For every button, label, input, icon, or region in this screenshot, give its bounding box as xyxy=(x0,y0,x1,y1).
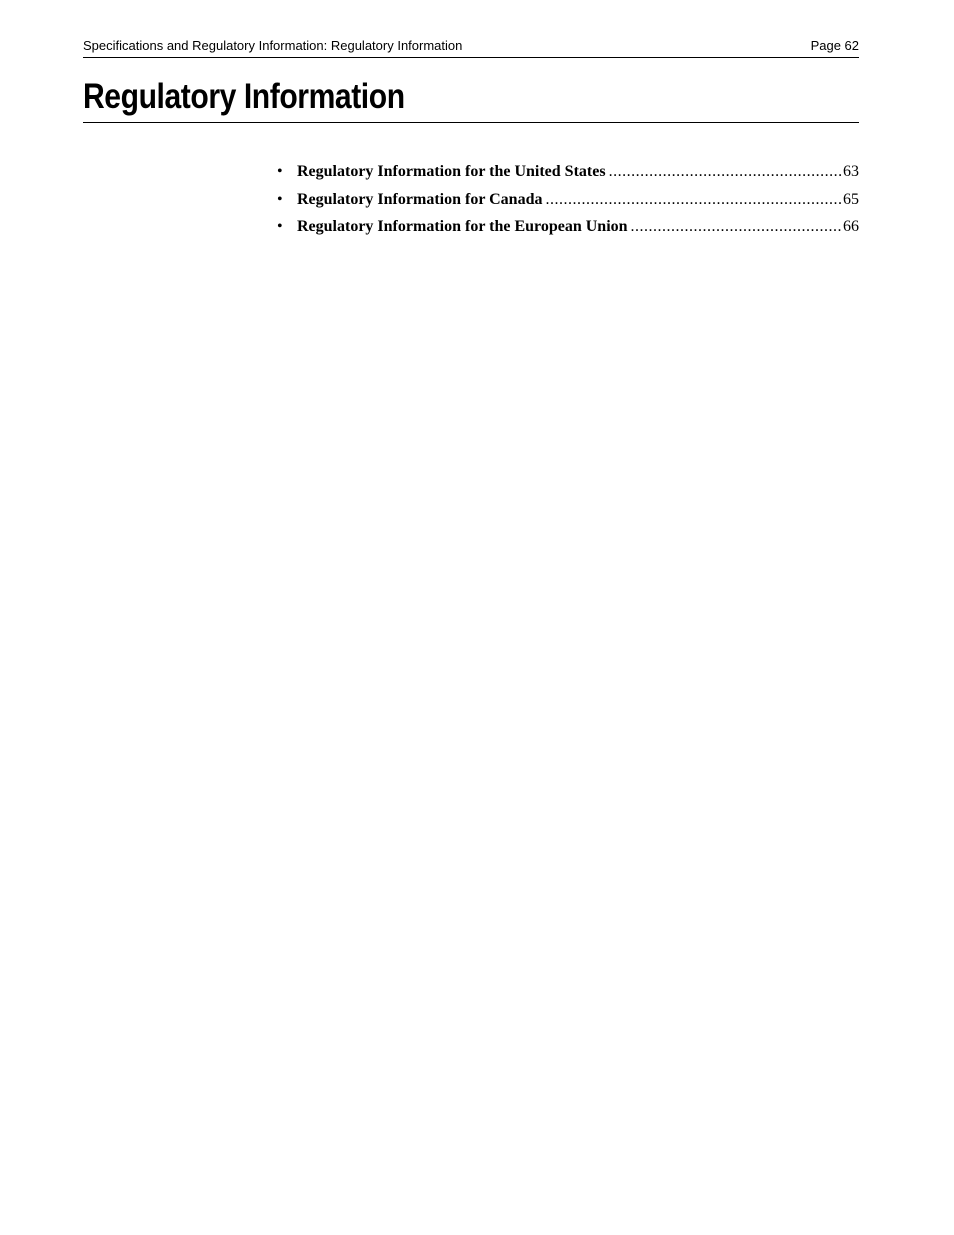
toc-entry[interactable] xyxy=(297,162,859,182)
header-section-path: Specifications and Regulatory Information: Regulatory Information xyxy=(83,38,463,53)
page-title-text: Regulatory Information xyxy=(83,77,405,116)
toc-item-united-states[interactable] xyxy=(275,162,859,182)
bullet-icon: • xyxy=(277,190,283,208)
table-of-contents xyxy=(275,162,859,245)
toc-item-canada[interactable] xyxy=(275,190,859,210)
header-page-number: Page 62 xyxy=(810,38,859,53)
running-header xyxy=(83,38,859,58)
toc-page-number[interactable]: 65 xyxy=(843,190,859,208)
bullet-icon: • xyxy=(277,218,283,235)
toc-entry[interactable] xyxy=(297,217,859,237)
toc-item-european-union[interactable] xyxy=(275,217,859,237)
bullet-icon: • xyxy=(277,163,283,180)
toc-link-canada[interactable]: Regulatory Information for Canada xyxy=(297,190,543,208)
toc-page-number[interactable]: 66 xyxy=(843,218,859,235)
dot-leader xyxy=(609,162,842,182)
page-title xyxy=(83,76,859,123)
dot-leader xyxy=(545,190,842,210)
toc-entry[interactable] xyxy=(297,190,859,210)
toc-page-number[interactable]: 63 xyxy=(843,163,859,180)
toc-link-united-states[interactable]: Regulatory Information for the United States xyxy=(297,163,606,180)
dot-leader xyxy=(631,217,842,237)
toc-link-european-union[interactable]: Regulatory Information for the European Union xyxy=(297,218,628,235)
